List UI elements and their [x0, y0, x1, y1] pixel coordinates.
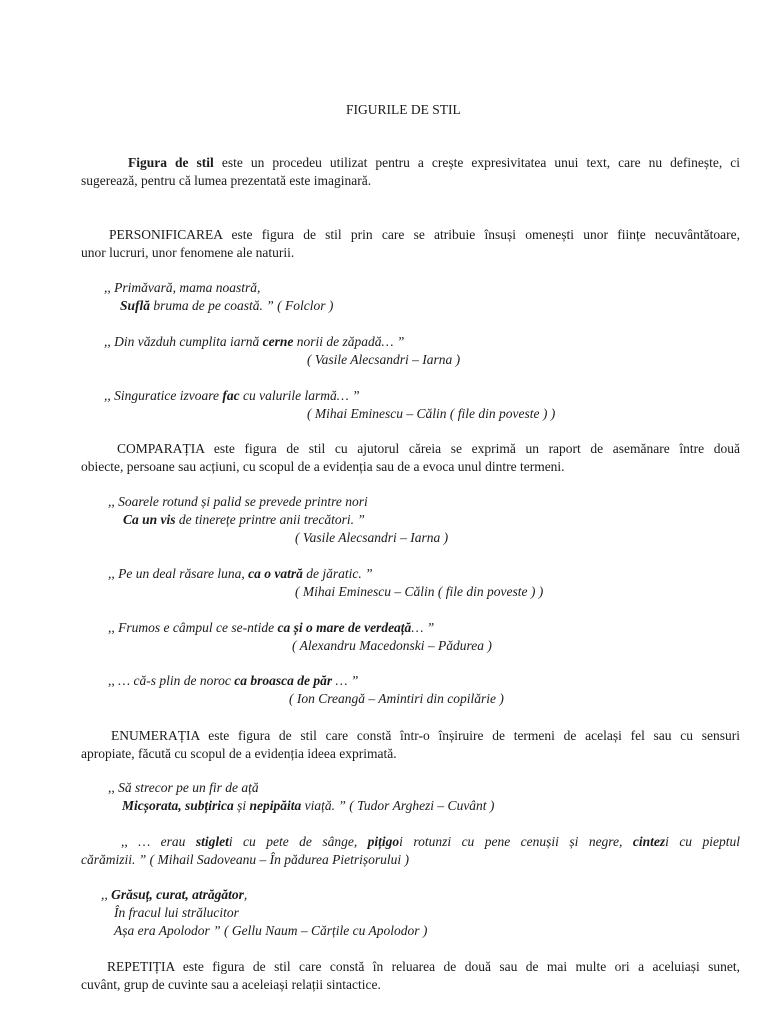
repetitia-definition-1: REPETIȚIA este figura de stil care constă în reluarea de două sau de mai multe ori a aceluiași sunet, — [107, 959, 740, 974]
example-text: ,, Frumos e câmpul ce se-ntide — [108, 620, 278, 635]
comparatia-example-1-line-2 — [123, 511, 365, 529]
highlight-word: cintez — [632, 834, 666, 849]
highlight-word: ca broasca de păr — [234, 673, 333, 688]
example-text: cu valurile larmă… ” — [239, 388, 360, 403]
enumeratia-example-1-line-1: ,, Să strecor pe un fir de ață — [108, 780, 259, 795]
example-text: i cu pete de sânge, — [228, 834, 368, 849]
enumeratia-definition-1: ENUMERAȚIA este figura de stil care constă într-o înșiruire de termeni de același fel sau cu sensuri — [111, 728, 740, 743]
example-text: ,, Din văzduh cumplita iarnă — [104, 334, 263, 349]
comparatia-example-4-source: ( Ion Creangă – Amintiri din copilărie ) — [289, 691, 504, 706]
highlight-word: stiglet — [195, 834, 229, 849]
comparatia-example-2-source: ( Mihai Eminescu – Călin ( file din poveste ) ) — [295, 584, 544, 599]
highlight-word: cerne — [262, 334, 294, 349]
page-title: FIGURILE DE STIL — [346, 102, 461, 117]
example-text: de tinerețe printre anii trecători. ” — [175, 512, 365, 527]
highlight-word: Ca un vis — [123, 512, 176, 527]
enumeratia-definition-2: apropiate, făcută cu scopul de a evidenția ideea exprimată. — [81, 746, 397, 761]
example-text: , — [243, 887, 248, 902]
example-text: de jăratic. ” — [302, 566, 373, 581]
comparatia-example-4 — [108, 672, 358, 690]
highlight-word: ca și o mare de verdeață — [277, 620, 412, 635]
example-text: i cu pieptul — [665, 834, 740, 849]
example-text: viață. ” ( Tudor Arghezi – Cuvânt ) — [301, 798, 495, 813]
personificarea-example-2-source: ( Vasile Alecsandri – Iarna ) — [307, 352, 461, 367]
highlight-word: pițigo — [367, 834, 400, 849]
comparatia-definition-2: obiecte, persoane sau acțiuni, cu scopul de a evidenția sau de a evoca unul dintre termeni. — [81, 459, 565, 474]
comparatia-example-1-line-1: ,, Soarele rotund și palid se prevede printre nori — [108, 494, 368, 509]
example-text: … ” — [411, 620, 435, 635]
intro-term: Figura de stil — [128, 155, 214, 170]
enumeratia-example-2-line-2: cărămizii. ” ( Mihail Sadoveanu – În pădurea Pietrișorului ) — [81, 852, 409, 867]
enumeratia-example-3-line-1 — [101, 886, 247, 904]
example-text: ,, Singuratice izvoare — [104, 388, 223, 403]
personificarea-definition-1: PERSONIFICAREA este figura de stil prin care se atribuie însuși omenești unor ființe necuvântătoare, — [109, 227, 740, 242]
comparatia-example-3 — [108, 619, 434, 637]
intro-line-1-text: este un procedeu utilizat pentru a crește expresivitatea unui text, care nu definește, ci — [213, 155, 740, 170]
comparatia-definition-1: COMPARAȚIA este figura de stil cu ajutorul căreia se exprimă un raport de asemănare între două — [117, 441, 740, 456]
comparatia-example-3-source: ( Alexandru Macedonski – Pădurea ) — [292, 638, 492, 653]
enumeratia-example-3-line-3: Așa era Apolodor ” ( Gellu Naum – Cărțile cu Apolodor ) — [114, 923, 428, 938]
personificarea-example-1-line-2 — [120, 297, 333, 315]
example-text: … ” — [332, 673, 359, 688]
repetitia-definition-2: cuvânt, grup de cuvinte sau a aceleiași relații sintactice. — [81, 977, 381, 992]
enumeratia-example-2-line-1 — [81, 833, 740, 851]
personificarea-example-2 — [104, 333, 404, 351]
example-text: și — [233, 798, 250, 813]
highlight-word: ca o vatră — [248, 566, 303, 581]
example-text: ,, … erau — [121, 834, 196, 849]
personificarea-definition-2: unor lucruri, unor fenomene ale naturii. — [81, 245, 295, 260]
highlight-word: Grăsuț, curat, atrăgător — [111, 887, 244, 902]
highlight-word: Micșorata, subțirica — [122, 798, 234, 813]
highlight-word: nepipăita — [249, 798, 302, 813]
personificarea-example-1-line-1: ,, Primăvară, mama noastră, — [104, 280, 261, 295]
example-text: ,, — [101, 887, 112, 902]
highlight-word: Suflă — [120, 298, 151, 313]
comparatia-example-2 — [108, 565, 373, 583]
example-text: bruma de pe coastă. ” ( Folclor ) — [150, 298, 334, 313]
example-text: norii de zăpadă… ” — [293, 334, 405, 349]
example-text: ,, … că-s plin de noroc — [108, 673, 235, 688]
enumeratia-example-1-line-2 — [122, 797, 494, 815]
highlight-word: fac — [222, 388, 240, 403]
personificarea-example-3-source: ( Mihai Eminescu – Călin ( file din poveste ) ) — [307, 406, 556, 421]
example-text: i rotunzi cu pene cenușii și negre, — [399, 834, 633, 849]
intro-line-2: sugerează, pentru că lumea prezentată este imaginară. — [81, 173, 372, 188]
comparatia-example-1-source: ( Vasile Alecsandri – Iarna ) — [295, 530, 449, 545]
intro-line-1 — [81, 154, 740, 172]
example-text: ,, Pe un deal răsare luna, — [108, 566, 249, 581]
personificarea-example-3 — [104, 387, 360, 405]
enumeratia-example-3-line-2: În fracul lui strălucitor — [114, 905, 239, 920]
